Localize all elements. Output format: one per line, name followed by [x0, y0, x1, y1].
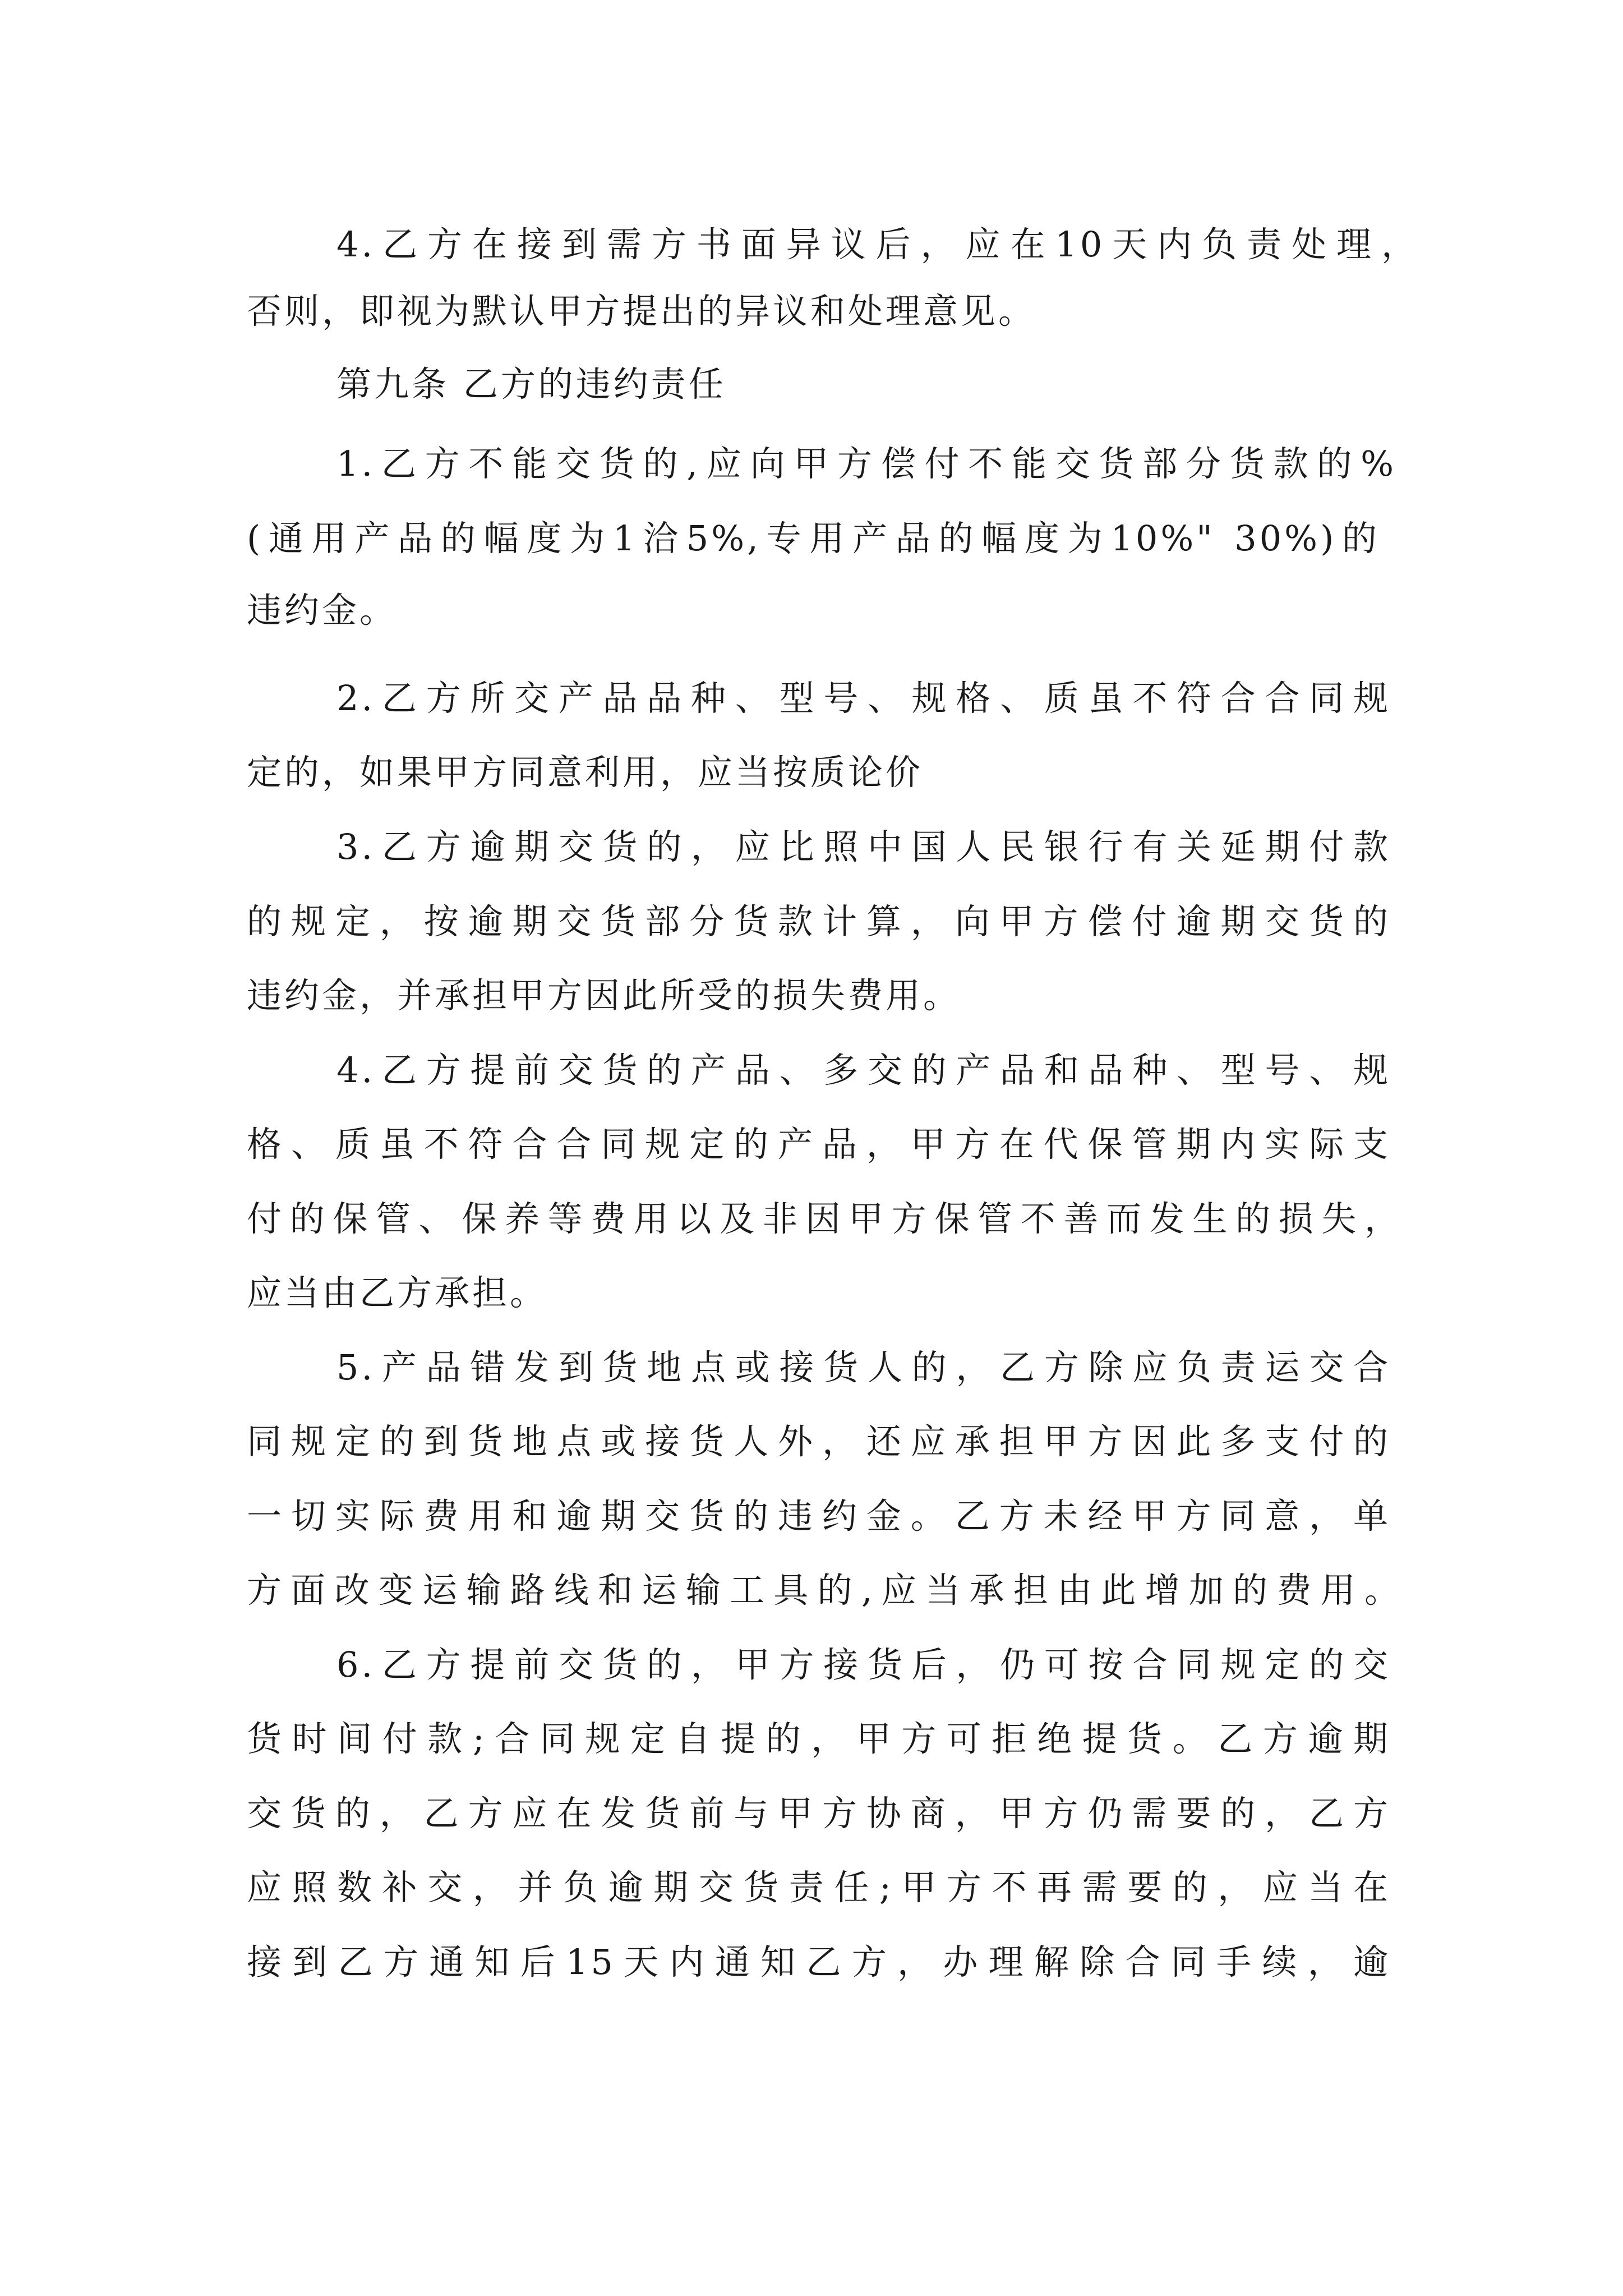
- text-line: 同规定的到货地点或接货人外，还应承担甲方因此多支付的: [247, 1421, 1391, 1462]
- text-line: 5.产品错发到货地点或接货人的，乙方除应负责运交合: [336, 1347, 1391, 1388]
- text-line: 应当由乙方承担。: [247, 1272, 548, 1313]
- text-line: 应照数补交，并负逾期交货责任;甲方不再需要的，应当在: [247, 1867, 1391, 1908]
- text-line: 1.乙方不能交货的,应向甲方偿付不能交货部分货款的%: [336, 443, 1396, 484]
- text-line: 违约金。: [247, 590, 398, 631]
- text-line: 3.乙方逾期交货的，应比照中国人民银行有关延期付款: [336, 826, 1391, 867]
- text-line: 4.乙方在接到需方书面异议后，应在10天内负责处理，: [336, 224, 1419, 265]
- text-line: 6.乙方提前交货的，甲方接货后，仍可按合同规定的交: [336, 1644, 1391, 1685]
- text-line: (通用产品的幅度为1洽5%,专用产品的幅度为10%" 30%)的: [247, 518, 1380, 559]
- text-line: 付的保管、保养等费用以及非因甲方保管不善而发生的损失，: [247, 1198, 1402, 1239]
- article-heading: 第九条 乙方的违约责任: [336, 364, 726, 404]
- text-line: 货时间付款;合同规定自提的，甲方可拒绝提货。乙方逾期: [247, 1718, 1391, 1759]
- text-line: 一切实际费用和逾期交货的违约金。乙方未经甲方同意，单: [247, 1496, 1391, 1536]
- text-line: 的规定，按逾期交货部分货款计算，向甲方偿付逾期交货的: [247, 901, 1391, 942]
- text-line: 方面改变运输路线和运输工具的,应当承担由此增加的费用。: [247, 1570, 1402, 1611]
- text-line: 4.乙方提前交货的产品、多交的产品和品种、型号、规: [336, 1050, 1391, 1091]
- text-line: 定的，如果甲方同意利用，应当按质论价: [247, 752, 924, 793]
- text-line: 格、质虽不符合合同规定的产品，甲方在代保管期内实际支: [247, 1124, 1391, 1165]
- text-line: 2.乙方所交产品品种、型号、规格、质虽不符合合同规: [336, 678, 1391, 719]
- text-line: 否则，即视为默认甲方提出的异议和处理意见。: [247, 291, 1036, 332]
- text-line: 交货的，乙方应在发货前与甲方协商，甲方仍需要的，乙方: [247, 1793, 1391, 1834]
- text-line: 接到乙方通知后15天内通知乙方，办理解除合同手续，逾: [247, 1941, 1391, 1982]
- text-line: 违约金，并承担甲方因此所受的损失费用。: [247, 975, 961, 1016]
